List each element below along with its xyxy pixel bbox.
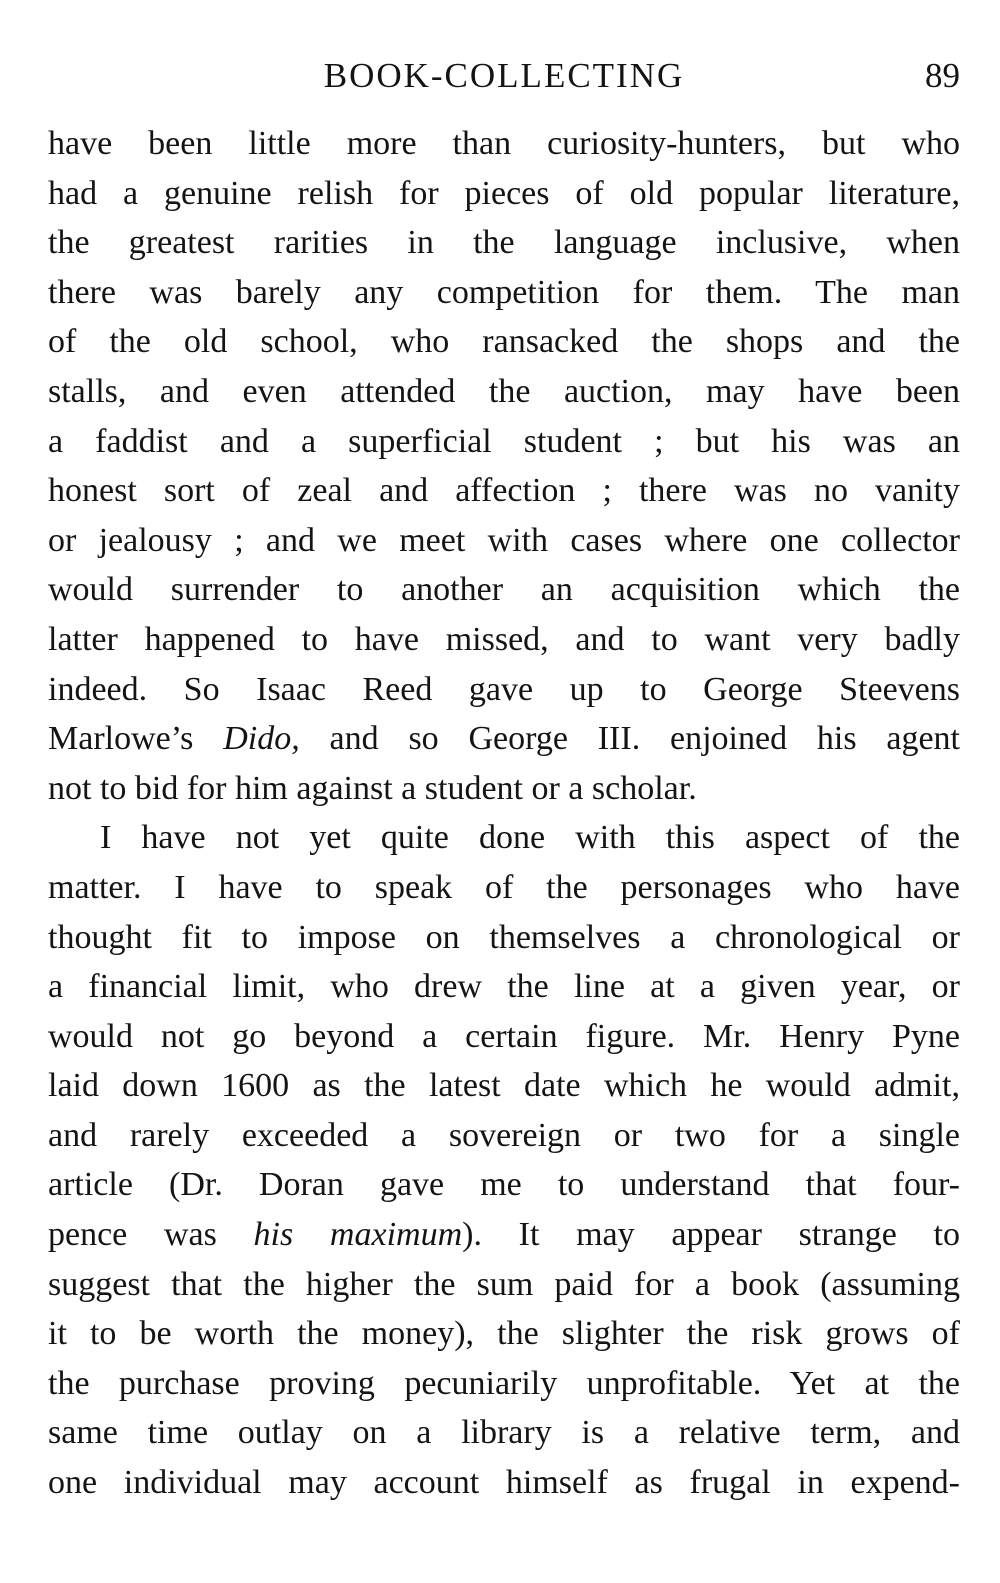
page-header (48, 52, 960, 100)
text-line: stalls, and even attended the auction, may have been (48, 372, 960, 410)
text-line: indeed. So Isaac Reed gave up to George Steevens (48, 670, 960, 708)
text-line: same time outlay on a library is a relative term, and (48, 1414, 960, 1452)
text-line: a faddist and a superficial student ; but his was an (48, 422, 960, 460)
text-line: of the old school, who ransacked the shops and the (48, 323, 960, 361)
text-line: it to be worth the money), the slighter the risk grows of (48, 1315, 960, 1353)
text-line: honest sort of zeal and affection ; there was no vanity (48, 472, 960, 510)
text-line: would not go beyond a certain figure. Mr. Henry Pyne (48, 1017, 960, 1055)
text-line: latter happened to have missed, and to want very badly (48, 620, 960, 658)
text-line: Marlowe’s Dido, and so George III. enjoined his agent (48, 720, 960, 758)
text-line: matter. I have to speak of the personages who have (48, 868, 960, 906)
text-line: and rarely exceeded a sovereign or two for a single (48, 1116, 960, 1154)
paragraph-2 (48, 813, 960, 1507)
paragraph-1 (48, 119, 960, 813)
text-line: I have not yet quite done with this aspect of the (100, 819, 960, 857)
text-line: the greatest rarities in the language inclusive, when (48, 224, 960, 262)
text-line: laid down 1600 as the latest date which he would admit, (48, 1067, 960, 1105)
text-line: article (Dr. Doran gave me to understand that four- (48, 1166, 960, 1204)
text-line: would surrender to another an acquisition which the (48, 571, 960, 609)
text-line: not to bid for him against a student or a scholar. (48, 769, 697, 807)
text-line: or jealousy ; and we meet with cases where one collector (48, 521, 960, 559)
text-line: there was barely any competition for them. The man (48, 273, 960, 311)
text-line: one individual may account himself as frugal in expend- (48, 1464, 960, 1502)
text-line: have been little more than curiosity-hunters, but who (48, 125, 960, 162)
page-number: 89 (925, 56, 960, 95)
text-line: pence was his maximum). It may appear strange to (48, 1216, 960, 1254)
text-line: suggest that the higher the sum paid for a book (assuming (48, 1265, 960, 1303)
text-line: the purchase proving pecuniarily unprofitable. Yet at the (48, 1364, 960, 1402)
text-line: a financial limit, who drew the line at a given year, or (48, 968, 960, 1006)
running-title: BOOK-COLLECTING (323, 56, 685, 95)
italic-title: Dido, (223, 720, 300, 758)
text-line: thought fit to impose on themselves a chronological or (48, 918, 960, 956)
text-line: had a genuine relish for pieces of old popular literature, (48, 174, 960, 212)
body-text (48, 119, 960, 1508)
italic-phrase: his maximum (253, 1216, 463, 1254)
